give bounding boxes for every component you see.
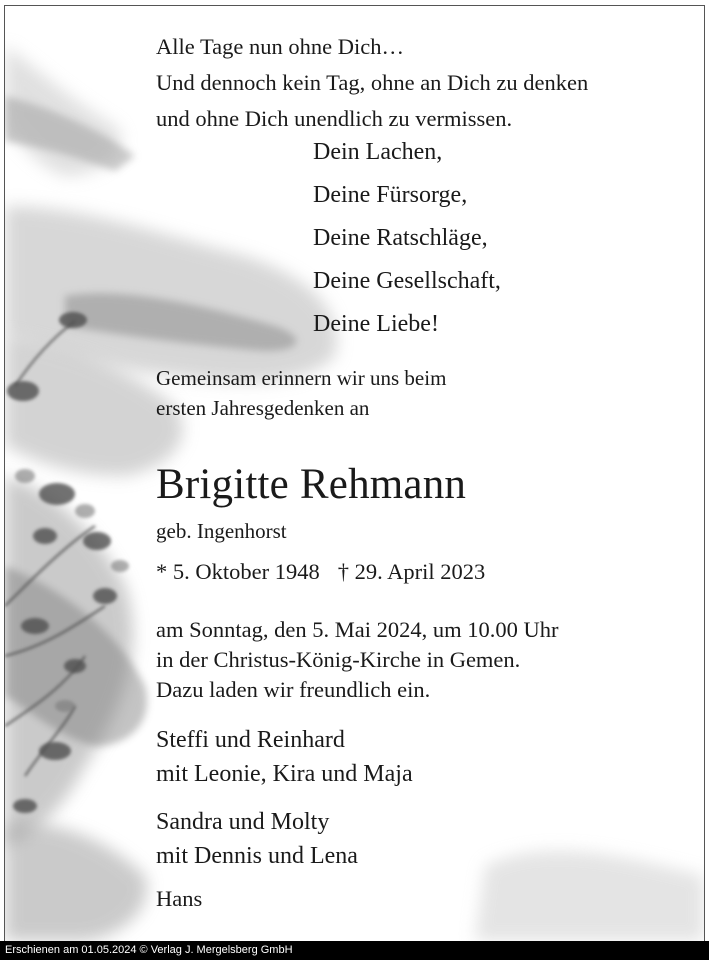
family-line: mit Leonie, Kira und Maja <box>156 761 413 787</box>
memorial-event <box>156 619 558 709</box>
event-line: Dazu laden wir freundlich ein. <box>156 677 431 702</box>
deceased-name: Brigitte Rehmann <box>156 461 467 508</box>
life-dates <box>156 561 485 584</box>
family-group <box>156 728 413 796</box>
family-line: mit Dennis und Lena <box>156 843 358 869</box>
birth-name: geb. Ingenhorst <box>156 519 287 543</box>
intro-verse <box>156 36 588 144</box>
birth-date: * 5. Oktober 1948 <box>156 559 320 584</box>
quality-line: Dein Lachen, <box>313 139 443 165</box>
family-group <box>156 810 358 878</box>
family-line: Steffi und Reinhard <box>156 727 345 753</box>
quality-line: Deine Ratschläge, <box>313 225 488 251</box>
qualities-list <box>313 140 501 355</box>
event-line: am Sonntag, den 5. Mai 2024, um 10.00 Uhr <box>156 617 559 642</box>
remembrance-line: ersten Jahresgedenken an <box>156 396 370 420</box>
quality-line: Deine Gesellschaft, <box>313 268 501 294</box>
quality-line: Deine Liebe! <box>313 311 439 337</box>
obituary-notice <box>4 5 705 942</box>
family-line: Hans <box>156 886 203 911</box>
publication-footer: Erschienen am 01.05.2024 © Verlag J. Mergelsberg GmbH <box>0 941 709 960</box>
event-line: in der Christus-König-Kirche in Gemen. <box>156 647 521 672</box>
death-date: † 29. April 2023 <box>337 559 486 584</box>
quality-line: Deine Fürsorge, <box>313 182 468 208</box>
intro-line: und ohne Dich unendlich zu vermissen. <box>156 106 513 131</box>
family-line: Sandra und Molty <box>156 809 330 835</box>
remembrance-text <box>156 368 446 428</box>
remembrance-line: Gemeinsam erinnern wir uns beim <box>156 366 447 390</box>
intro-line: Und dennoch kein Tag, ohne an Dich zu denken <box>156 70 589 95</box>
intro-line: Alle Tage nun ohne Dich… <box>156 34 404 59</box>
